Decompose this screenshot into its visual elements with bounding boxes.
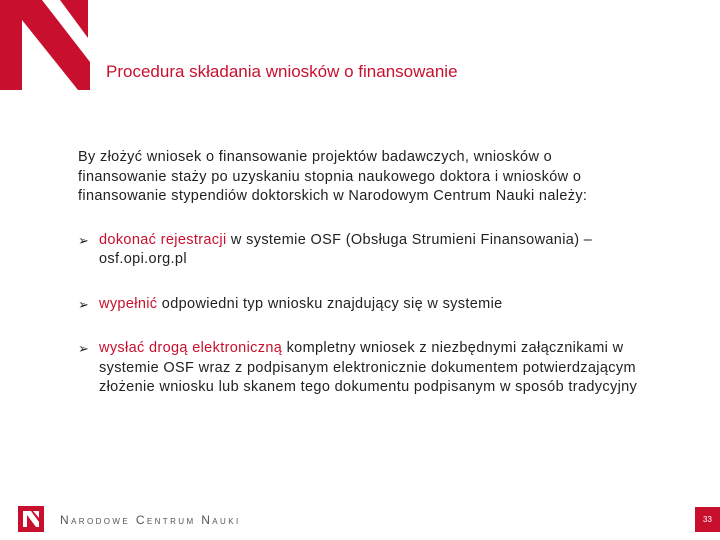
intro-paragraph: By złożyć wniosek o finansowanie projektów badawczych, wniosków o finansowanie staży po uzyskaniu stopnia naukowego doktora i wniosków o finansowanie stypendiów doktorskich w Narodowym Centrum Nauki należy:	[78, 149, 588, 204]
step-highlight: wypełnić	[99, 295, 158, 312]
list-item	[78, 231, 638, 270]
page-number-badge	[695, 507, 720, 532]
step-text: kompletny wniosek z niezbędnymi załącznikami w systemie OSF wraz z podpisanym elektronicznie dokumentem potwierdzającym złożenie wniosku lub skanem tego dokumentu podpisanym w sposób tradycyjny	[99, 340, 638, 395]
list-item	[78, 339, 638, 398]
slide-title: Procedura składania wniosków o finansowanie	[106, 62, 458, 81]
list-item	[78, 295, 638, 315]
step-highlight: wysłać drogą elektroniczną	[99, 340, 283, 356]
step-highlight: dokonać rejestracji	[99, 231, 227, 248]
ncn-corner-logo-icon	[0, 0, 90, 90]
arrow-right-icon: ➢	[78, 232, 90, 248]
step-text: w systemie OSF (Obsługa Strumieni Finansowania) – osf.opi.org.pl	[99, 231, 593, 267]
page-number: 33	[703, 515, 712, 524]
ncn-footer-logo-icon	[18, 506, 44, 532]
steps-list	[78, 231, 638, 398]
arrow-right-icon: ➢	[78, 341, 90, 356]
arrow-right-icon: ➢	[78, 296, 90, 312]
slide-content	[78, 148, 638, 423]
footer-org-name: Narodowe Centrum Nauki	[60, 513, 241, 527]
step-text: odpowiedni typ wniosku znajdujący się w systemie	[157, 295, 503, 312]
